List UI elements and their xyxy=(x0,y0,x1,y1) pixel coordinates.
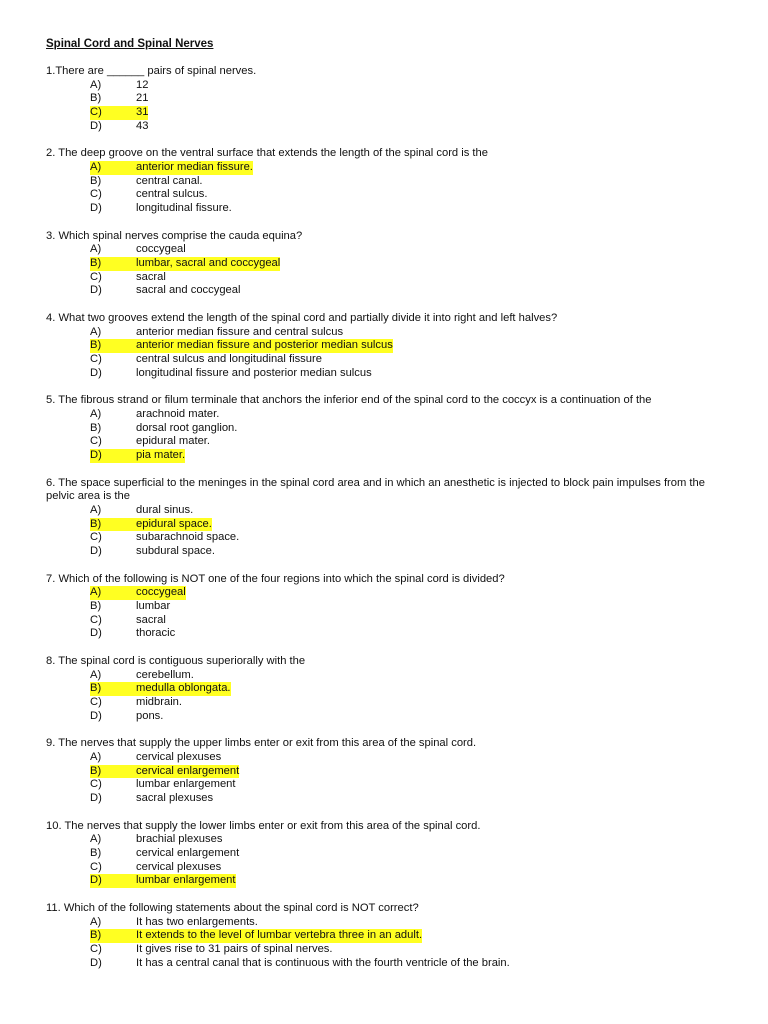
option-letter: A) xyxy=(90,833,102,846)
option-text: lumbar, sacral and coccygeal xyxy=(114,257,280,271)
answer-option xyxy=(46,614,736,628)
question-3 xyxy=(46,230,736,298)
option-text: pons. xyxy=(136,709,164,722)
option-letter: A) xyxy=(90,915,102,928)
option-text: medulla oblongata. xyxy=(114,682,231,696)
option-text: epidural space. xyxy=(114,518,212,532)
option-text: thoracic xyxy=(136,627,176,640)
answer-option xyxy=(46,353,736,367)
option-letter: D) xyxy=(90,202,102,214)
option-letter: C) xyxy=(90,531,102,544)
answer-option xyxy=(46,957,736,971)
answer-option xyxy=(46,916,736,930)
option-text: cerebellum. xyxy=(136,668,194,681)
option-letter: C) xyxy=(90,435,102,448)
answer-option xyxy=(46,422,736,436)
option-letter: C) xyxy=(90,270,102,283)
option-letter: D) xyxy=(90,792,102,804)
answer-option xyxy=(46,367,736,381)
question-stem: 7. Which of the following is NOT one of the four regions into which the spinal cord is divided? xyxy=(46,572,505,585)
answer-option xyxy=(46,792,736,806)
answer-option xyxy=(46,79,736,93)
document-title: Spinal Cord and Spinal Nerves xyxy=(46,38,214,50)
option-text: It gives rise to 31 pairs of spinal nerves. xyxy=(136,943,333,955)
answer-option xyxy=(46,943,736,957)
option-text: 43 xyxy=(136,119,149,132)
option-letter: B) xyxy=(90,339,125,353)
question-stem: 6. The space superficial to the meninges in the spinal cord area and in which an anesthetic is injected to block pain impulses from the pelvic area is the xyxy=(46,476,705,503)
option-letter: C) xyxy=(90,778,102,791)
answer-option xyxy=(46,833,736,847)
answer-option xyxy=(46,778,736,792)
option-letter: B) xyxy=(90,421,102,434)
option-letter: A) xyxy=(90,161,125,175)
answer-option xyxy=(46,531,736,545)
option-letter: A) xyxy=(90,750,102,763)
option-letter: C) xyxy=(90,860,102,873)
option-text: cervical plexuses xyxy=(136,860,222,873)
answer-option-highlighted xyxy=(46,339,736,353)
option-text: central canal. xyxy=(136,174,203,187)
option-text: lumbar xyxy=(136,599,171,612)
option-letter: B) xyxy=(90,174,102,187)
option-letter: C) xyxy=(90,943,102,955)
option-text: 31 xyxy=(114,106,148,120)
option-letter: A) xyxy=(90,78,102,91)
question-5 xyxy=(46,394,736,462)
answer-option xyxy=(46,92,736,106)
document-page xyxy=(46,37,736,984)
option-text: anterior median fissure and central sulcus xyxy=(136,325,344,338)
question-6 xyxy=(46,477,736,559)
answer-option xyxy=(46,202,736,216)
answer-option xyxy=(46,696,736,710)
option-text: dural sinus. xyxy=(136,503,194,516)
option-text: 12 xyxy=(136,78,149,91)
question-9 xyxy=(46,737,736,805)
option-letter: D) xyxy=(90,119,102,132)
question-stem: 1.There are ______ pairs of spinal nerves. xyxy=(46,65,257,77)
option-text: It has a central canal that is continuous with the fourth ventricle of the brain. xyxy=(136,956,510,969)
option-text: central sulcus. xyxy=(136,188,208,201)
option-letter: C) xyxy=(90,353,102,365)
answer-option xyxy=(46,751,736,765)
option-text: 21 xyxy=(136,92,149,105)
option-text: anterior median fissure and posterior median sulcus xyxy=(114,339,393,353)
option-text: subarachnoid space. xyxy=(136,531,240,544)
answer-option-highlighted xyxy=(46,106,736,120)
option-letter: A) xyxy=(90,243,102,256)
option-letter: C) xyxy=(90,188,102,201)
question-stem: 10. The nerves that supply the lower limbs enter or exit from this area of the spinal cord. xyxy=(46,819,481,832)
option-letter: A) xyxy=(90,503,102,516)
option-text: It extends to the level of lumbar vertebra three in an adult. xyxy=(114,929,422,943)
option-letter: D) xyxy=(90,627,102,640)
question-7 xyxy=(46,573,736,641)
question-stem: 8. The spinal cord is contiguous superiorally with the xyxy=(46,655,306,667)
option-text: longitudinal fissure and posterior median sulcus xyxy=(136,366,372,379)
option-text: coccygeal xyxy=(114,586,186,600)
option-text: cervical plexuses xyxy=(136,750,222,763)
option-letter: A) xyxy=(90,407,102,420)
answer-option-highlighted xyxy=(46,449,736,463)
question-8 xyxy=(46,655,736,723)
option-letter: B) xyxy=(90,518,125,532)
answer-option xyxy=(46,861,736,875)
option-text: subdural space. xyxy=(136,544,215,557)
answer-option-highlighted xyxy=(46,586,736,600)
answer-option-highlighted xyxy=(46,765,736,779)
option-letter: B) xyxy=(90,92,102,105)
answer-option-highlighted xyxy=(46,257,736,271)
answer-option xyxy=(46,669,736,683)
option-letter: C) xyxy=(90,106,126,120)
option-letter: B) xyxy=(90,929,125,943)
answer-option xyxy=(46,326,736,340)
answer-option xyxy=(46,284,736,298)
option-text: It has two enlargements. xyxy=(136,915,258,928)
answer-option xyxy=(46,504,736,518)
option-letter: D) xyxy=(90,366,102,379)
option-letter: B) xyxy=(90,257,125,271)
option-text: cervical enlargement xyxy=(114,765,239,779)
option-letter: D) xyxy=(90,956,102,969)
question-4 xyxy=(46,312,736,380)
answer-option-highlighted xyxy=(46,682,736,696)
option-letter: C) xyxy=(90,613,102,626)
question-11 xyxy=(46,902,736,970)
answer-option xyxy=(46,435,736,449)
answer-option xyxy=(46,710,736,724)
option-text: coccygeal xyxy=(136,243,186,256)
option-text: sacral xyxy=(136,613,166,626)
question-10 xyxy=(46,820,736,888)
answer-option xyxy=(46,175,736,189)
answer-option xyxy=(46,600,736,614)
option-text: longitudinal fissure. xyxy=(136,202,232,214)
option-letter: A) xyxy=(90,586,125,600)
answer-option xyxy=(46,271,736,285)
answer-option xyxy=(46,545,736,559)
option-text: arachnoid mater. xyxy=(136,407,220,420)
question-stem: 9. The nerves that supply the upper limbs enter or exit from this area of the spinal cord. xyxy=(46,737,477,750)
option-text: epidural mater. xyxy=(136,435,211,448)
question-stem: 4. What two grooves extend the length of the spinal cord and partially divide it into right and left halves? xyxy=(46,312,558,325)
answer-option xyxy=(46,627,736,641)
option-text: pia mater. xyxy=(114,449,185,463)
question-stem: 11. Which of the following statements about the spinal cord is NOT correct? xyxy=(46,902,419,915)
option-letter: C) xyxy=(90,695,102,708)
answer-option-highlighted xyxy=(46,874,736,888)
answer-option xyxy=(46,120,736,134)
option-letter: A) xyxy=(90,325,102,338)
option-text: sacral and coccygeal xyxy=(136,284,241,297)
option-letter: B) xyxy=(90,682,125,696)
answer-option xyxy=(46,408,736,422)
option-letter: D) xyxy=(90,544,102,557)
answer-option-highlighted xyxy=(46,518,736,532)
option-text: dorsal root ganglion. xyxy=(136,421,238,434)
answer-option xyxy=(46,243,736,257)
answer-option xyxy=(46,188,736,202)
option-letter: A) xyxy=(90,668,102,681)
option-letter: D) xyxy=(90,449,126,463)
option-letter: D) xyxy=(90,709,102,722)
question-2 xyxy=(46,147,736,215)
option-text: brachial plexuses xyxy=(136,833,223,846)
question-stem: 5. The fibrous strand or filum terminale that anchors the inferior end of the spinal cord to the coccyx is a continuation of the xyxy=(46,394,652,407)
option-letter: B) xyxy=(90,846,102,859)
option-text: lumbar enlargement xyxy=(114,874,236,888)
question-stem: 3. Which spinal nerves comprise the cauda equina? xyxy=(46,229,303,242)
option-letter: D) xyxy=(90,874,126,888)
answer-option-highlighted xyxy=(46,929,736,943)
option-text: central sulcus and longitudinal fissure xyxy=(136,353,322,365)
option-letter: B) xyxy=(90,599,102,612)
option-text: midbrain. xyxy=(136,695,183,708)
option-text: cervical enlargement xyxy=(136,846,240,859)
option-text: sacral xyxy=(136,270,166,283)
option-letter: D) xyxy=(90,284,102,297)
question-list xyxy=(46,65,736,970)
question-stem: 2. The deep groove on the ventral surface that extends the length of the spinal cord is the xyxy=(46,147,488,160)
option-text: anterior median fissure. xyxy=(114,161,253,175)
option-letter: B) xyxy=(90,765,125,779)
answer-option-highlighted xyxy=(46,161,736,175)
option-text: sacral plexuses xyxy=(136,792,214,804)
option-text: lumbar enlargement xyxy=(136,778,236,791)
question-1 xyxy=(46,65,736,133)
answer-option xyxy=(46,847,736,861)
